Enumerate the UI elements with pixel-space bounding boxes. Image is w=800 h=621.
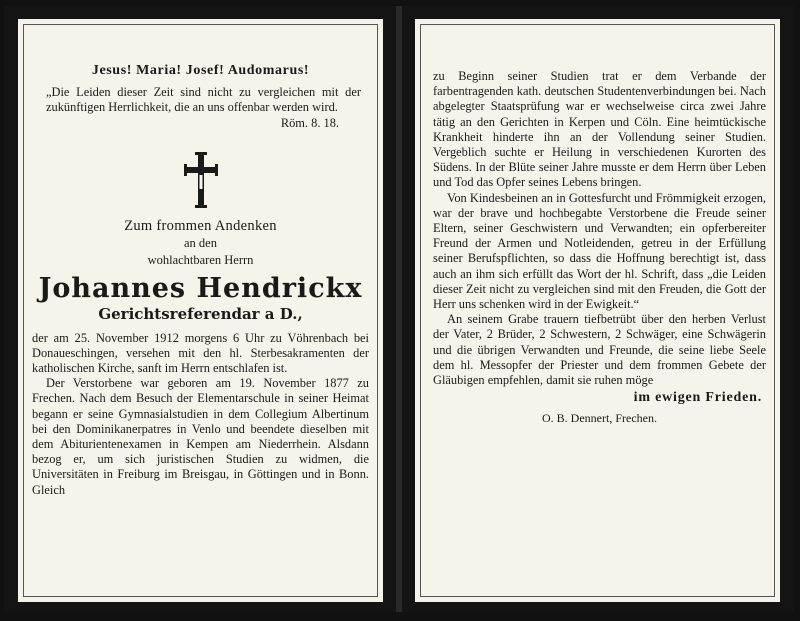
latin-cross-icon [181, 151, 221, 209]
memorial-heading: Zum frommen Andenken [124, 217, 277, 234]
left-panel [4, 6, 396, 612]
right-page [415, 19, 780, 602]
right-panel [402, 6, 794, 612]
bible-quote: „Die Leiden dieser Zeit sind nicht zu vergleichen mit der zukünftigen Herrlichkeit, die an uns offenbar werden wird. [46, 85, 361, 115]
left-page-content [32, 63, 369, 498]
printer-imprint: O. B. Dennert, Frechen. [542, 411, 657, 426]
biography-paragraph: Der Verstorbene war geboren am 19. November 1877 zu Frechen. Nach dem Besuch der Elementarschule in seiner Heimat begann er seine Gymnasialstudien in dem Collegium Albertinum bei den Dominikanerpatres in Venlo und beendete dieselben mit dem Abiturientenexamen in Kempen am Niederrhein. Alsdann bezog er, um sich juristischen Studien zu widmen, die Universitäten in Freiburg im Breisgau, in Göttingen und in Bonn. Gleich [32, 376, 369, 497]
deceased-name: Johannes Hendrickx [38, 273, 363, 305]
left-page [18, 19, 383, 602]
deceased-title: Gerichtsreferendar a D., [98, 305, 303, 324]
memorial-honorific: wohlachtbaren Herrn [147, 253, 254, 268]
death-notice-paragraph: der am 25. November 1912 morgens 6 Uhr zu Vöhrenbach bei Donaueschingen, versehen mit den hl. Sterbesakramenten der katholischen Kirche, sanft im Herrn entschlafen ist. [32, 330, 369, 376]
closing-blessing: im ewigen Frieden. [633, 390, 762, 406]
invocation: Jesus! Maria! Josef! Audomarus! [91, 63, 310, 78]
memorial-an-den: an den [184, 236, 217, 251]
biography-continued-paragraph: zu Beginn seiner Studien trat er dem Verbande der farbentragenden kath. deutschen Studentenverbindungen bei. Nach abgelegter Staatsprüfung war er wechselweise circa zwei Jahre tätig an den Gerichten in Kerpen und Cöln. Eine heimtückische Krankheit hinderte ihn an der Vollendung seiner Studien. Vergeblich suchte er Heilung in verschiedenen Kurorten des Südens. In der Blüte seiner Jahre musste er dem Herrn über Leben und Tod das Opfer seines Lebens bringen. [433, 69, 766, 190]
quote-reference: Röm. 8. 18. [280, 115, 339, 130]
right-page-content [433, 69, 766, 427]
character-paragraph: Von Kindesbeinen an in Gottesfurcht und Frömmigkeit erzogen, war der brave und hochbegabte Verstorbene die Freude seiner Eltern, seiner Geschwistern und Verwandten; ein opferbereiter Freund der Armen und Notleidenden, getreu in der Erfüllung seiner Berufspflichten, so dass die Hoffnung berechtigt ist, dass auch an ihm sich erfüllt das Wort der hl. Schrift, dass „die Leiden dieser Zeit nicht zu vergleichen sind mit den Freuden, die Gott der Herr uns schenken wird in der Ewigkeit.“ [433, 190, 766, 312]
mourners-paragraph: An seinem Grabe trauern tiefbetrübt über den herben Verlust der Vater, 2 Brüder, 2 Schwestern, 2 Schwäger, eine Schwägerin und die übrigen Verwandten und Freunde, die seine liebe Seele dem hl. Messopfer der Priester und dem frommen Gebete der Gläubigen empfehlen, damit sie ruhen möge [433, 312, 766, 388]
